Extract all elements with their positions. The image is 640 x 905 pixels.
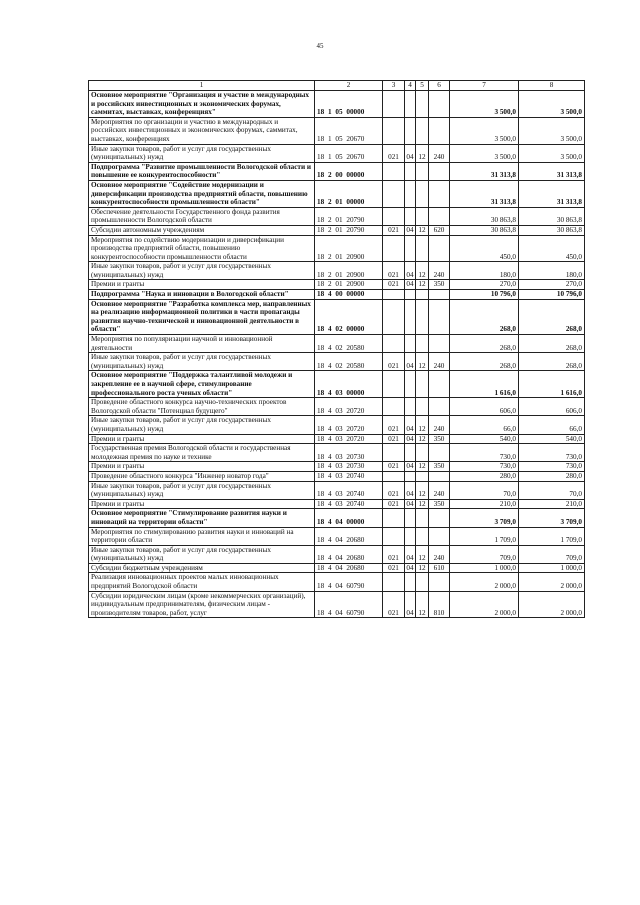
row-expense-type bbox=[429, 573, 450, 591]
row-subsection bbox=[416, 299, 429, 334]
row-grbs bbox=[383, 398, 405, 416]
table-row bbox=[89, 499, 585, 509]
row-amount-7: 210,0 bbox=[450, 499, 519, 509]
row-grbs: 021 bbox=[383, 481, 405, 499]
header-cell: 8 bbox=[519, 81, 585, 91]
row-name: Иные закупки товаров, работ и услуг для государственных (муниципальных) нужд bbox=[89, 353, 315, 371]
row-amount-8: 70,0 bbox=[519, 481, 585, 499]
row-grbs: 021 bbox=[383, 563, 405, 573]
row-subsection: 12 bbox=[416, 353, 429, 371]
row-subsection: 12 bbox=[416, 591, 429, 618]
row-grbs bbox=[383, 117, 405, 144]
row-name: Иные закупки товаров, работ и услуг для государственных (муниципальных) нужд bbox=[89, 144, 315, 162]
table-body bbox=[89, 91, 585, 618]
row-subsection: 12 bbox=[416, 416, 429, 434]
row-code: 18 1 05 00000 bbox=[315, 91, 383, 118]
row-name: Основное мероприятие "Поддержка талантливой молодежи и закрепление ее в научной сфере, стимулирование профессионального роста ученых области" bbox=[89, 371, 315, 398]
row-amount-8: 268,0 bbox=[519, 353, 585, 371]
table-row bbox=[89, 509, 585, 527]
row-amount-8: 31 313,8 bbox=[519, 162, 585, 180]
row-code: 18 4 03 20740 bbox=[315, 471, 383, 481]
row-expense-type bbox=[429, 162, 450, 180]
table-row bbox=[89, 91, 585, 118]
row-name: Основное мероприятие "Разработка комплекса мер, направленных на реализацию информационной политики в части пропаганды развития научно-технической и инновационной деятельности в области" bbox=[89, 299, 315, 334]
row-name: Иные закупки товаров, работ и услуг для государственных (муниципальных) нужд bbox=[89, 416, 315, 434]
row-subsection bbox=[416, 335, 429, 353]
header-cell: 6 bbox=[429, 81, 450, 91]
row-expense-type: 350 bbox=[429, 499, 450, 509]
row-amount-7: 268,0 bbox=[450, 335, 519, 353]
row-grbs: 021 bbox=[383, 416, 405, 434]
row-expense-type bbox=[429, 117, 450, 144]
header-cell: 5 bbox=[416, 81, 429, 91]
row-amount-8: 268,0 bbox=[519, 299, 585, 334]
row-section bbox=[405, 117, 416, 144]
row-name: Премии и гранты bbox=[89, 462, 315, 472]
row-expense-type: 620 bbox=[429, 225, 450, 235]
table-row bbox=[89, 573, 585, 591]
row-grbs bbox=[383, 162, 405, 180]
row-subsection bbox=[416, 471, 429, 481]
row-amount-8: 1 616,0 bbox=[519, 371, 585, 398]
row-name: Реализация инновационных проектов малых инновационных предприятий Вологодской области bbox=[89, 573, 315, 591]
row-amount-8: 280,0 bbox=[519, 471, 585, 481]
row-grbs: 021 bbox=[383, 434, 405, 444]
row-amount-8: 3 500,0 bbox=[519, 144, 585, 162]
row-code: 18 4 03 20720 bbox=[315, 416, 383, 434]
row-grbs: 021 bbox=[383, 545, 405, 563]
table-header-row bbox=[89, 81, 585, 91]
row-amount-8: 540,0 bbox=[519, 434, 585, 444]
table-row bbox=[89, 444, 585, 462]
row-amount-7: 3 500,0 bbox=[450, 117, 519, 144]
row-expense-type bbox=[429, 91, 450, 118]
page-number: 45 bbox=[316, 42, 324, 50]
row-grbs: 021 bbox=[383, 262, 405, 280]
row-section bbox=[405, 91, 416, 118]
row-code: 18 4 03 20740 bbox=[315, 481, 383, 499]
row-expense-type: 240 bbox=[429, 353, 450, 371]
row-subsection bbox=[416, 91, 429, 118]
table-row bbox=[89, 290, 585, 300]
row-grbs bbox=[383, 180, 405, 207]
budget-table bbox=[88, 80, 585, 618]
row-section bbox=[405, 290, 416, 300]
row-amount-8: 606,0 bbox=[519, 398, 585, 416]
row-code: 18 4 04 20680 bbox=[315, 545, 383, 563]
row-code: 18 4 04 60790 bbox=[315, 573, 383, 591]
row-grbs: 021 bbox=[383, 144, 405, 162]
row-amount-8: 3 500,0 bbox=[519, 91, 585, 118]
row-section: 04 bbox=[405, 353, 416, 371]
row-amount-7: 3 709,0 bbox=[450, 509, 519, 527]
row-grbs: 021 bbox=[383, 462, 405, 472]
table-row bbox=[89, 416, 585, 434]
row-grbs bbox=[383, 471, 405, 481]
row-expense-type bbox=[429, 398, 450, 416]
table-row bbox=[89, 162, 585, 180]
row-name: Субсидии юридическим лицам (кроме некоммерческих организаций), индивидуальным предпринимателям, физическим лицам - производителям товаров, работ, услуг bbox=[89, 591, 315, 618]
row-section bbox=[405, 573, 416, 591]
row-name: Мероприятия по популяризации научной и инновационной деятельности bbox=[89, 335, 315, 353]
table-row bbox=[89, 371, 585, 398]
row-section: 04 bbox=[405, 591, 416, 618]
row-amount-7: 3 500,0 bbox=[450, 91, 519, 118]
row-amount-8: 2 000,0 bbox=[519, 591, 585, 618]
row-name: Субсидии автономным учреждениям bbox=[89, 225, 315, 235]
row-expense-type bbox=[429, 527, 450, 545]
row-code: 18 2 00 00000 bbox=[315, 162, 383, 180]
row-section: 04 bbox=[405, 262, 416, 280]
row-code: 18 4 03 20720 bbox=[315, 398, 383, 416]
row-grbs bbox=[383, 573, 405, 591]
table-row bbox=[89, 481, 585, 499]
row-amount-7: 2 000,0 bbox=[450, 573, 519, 591]
row-amount-7: 66,0 bbox=[450, 416, 519, 434]
row-subsection bbox=[416, 573, 429, 591]
row-expense-type: 240 bbox=[429, 262, 450, 280]
row-section: 04 bbox=[406, 499, 414, 508]
header-cell: 3 bbox=[383, 81, 405, 91]
row-subsection: 12 bbox=[416, 462, 429, 472]
row-name: Субсидии бюджетным учреждениям bbox=[89, 563, 315, 573]
row-grbs bbox=[383, 207, 405, 225]
row-subsection bbox=[416, 509, 429, 527]
row-amount-8: 10 796,0 bbox=[519, 290, 585, 300]
table-row bbox=[89, 545, 585, 563]
row-section bbox=[405, 371, 416, 398]
row-amount-7: 709,0 bbox=[450, 545, 519, 563]
row-amount-7: 1 000,0 bbox=[450, 563, 519, 573]
row-section bbox=[405, 527, 416, 545]
row-name: Иные закупки товаров, работ и услуг для государственных (муниципальных) нужд bbox=[89, 481, 315, 499]
row-expense-type: 610 bbox=[429, 563, 450, 573]
row-section bbox=[405, 180, 416, 207]
row-amount-7: 270,0 bbox=[450, 280, 519, 290]
row-expense-type: 240 bbox=[429, 481, 450, 499]
row-section bbox=[405, 398, 416, 416]
row-expense-type bbox=[429, 180, 450, 207]
row-section: 04 bbox=[406, 563, 414, 572]
row-code: 18 4 03 00000 bbox=[315, 371, 383, 398]
row-expense-type bbox=[429, 371, 450, 398]
table-row bbox=[89, 207, 585, 225]
row-amount-7: 730,0 bbox=[450, 444, 519, 462]
row-name: Мероприятия по организации и участию в международных и российских инвестиционных и экономических форумах, саммитах, выставках, конференциях bbox=[89, 117, 315, 144]
row-amount-7: 450,0 bbox=[450, 235, 519, 262]
row-amount-8: 30 863,8 bbox=[519, 207, 585, 225]
row-subsection: 12 bbox=[416, 434, 429, 444]
row-code: 18 4 04 20680 bbox=[315, 563, 383, 573]
row-amount-8: 1 000,0 bbox=[519, 563, 585, 573]
row-name: Проведение областного конкурса "Инженер новатор года" bbox=[89, 471, 315, 481]
row-amount-7: 606,0 bbox=[450, 398, 519, 416]
row-amount-7: 280,0 bbox=[450, 471, 519, 481]
row-code: 18 4 00 00000 bbox=[315, 290, 383, 300]
row-section: 04 bbox=[406, 280, 414, 289]
row-expense-type bbox=[429, 471, 450, 481]
row-subsection: 12 bbox=[416, 144, 429, 162]
row-grbs: 021 bbox=[383, 499, 405, 509]
header-cell: 4 bbox=[405, 81, 416, 91]
row-code: 18 4 02 20580 bbox=[315, 353, 383, 371]
row-subsection bbox=[416, 207, 429, 225]
row-code: 18 4 02 00000 bbox=[315, 299, 383, 334]
row-name: Иные закупки товаров, работ и услуг для государственных (муниципальных) нужд bbox=[89, 262, 315, 280]
row-grbs bbox=[383, 444, 405, 462]
row-subsection: 12 bbox=[416, 225, 429, 235]
table-row bbox=[89, 225, 585, 235]
row-amount-7: 10 796,0 bbox=[450, 290, 519, 300]
row-section: 04 bbox=[406, 462, 414, 471]
row-subsection: 12 bbox=[416, 545, 429, 563]
row-amount-8: 66,0 bbox=[519, 416, 585, 434]
row-name: Государственная премия Вологодской области и государственная молодежная премия по науке и технике bbox=[89, 444, 315, 462]
table-row bbox=[89, 144, 585, 162]
row-subsection bbox=[416, 117, 429, 144]
row-subsection bbox=[416, 527, 429, 545]
row-code: 18 2 01 20900 bbox=[315, 235, 383, 262]
row-grbs bbox=[383, 527, 405, 545]
row-amount-8: 3 500,0 bbox=[519, 117, 585, 144]
row-amount-8: 2 000,0 bbox=[519, 573, 585, 591]
row-amount-7: 3 500,0 bbox=[450, 144, 519, 162]
row-expense-type: 350 bbox=[429, 434, 450, 444]
row-code: 18 2 01 20790 bbox=[315, 225, 383, 235]
row-code: 18 4 03 20740 bbox=[315, 499, 383, 509]
row-expense-type bbox=[429, 290, 450, 300]
row-amount-7: 30 863,8 bbox=[450, 207, 519, 225]
table-row bbox=[89, 527, 585, 545]
row-section bbox=[405, 335, 416, 353]
row-section bbox=[405, 471, 416, 481]
row-expense-type: 350 bbox=[429, 462, 450, 472]
row-name: Подпрограмма "Наука и инновации в Вологодской области" bbox=[89, 290, 315, 300]
row-grbs: 021 bbox=[383, 353, 405, 371]
row-amount-8: 730,0 bbox=[519, 444, 585, 462]
row-section bbox=[405, 207, 416, 225]
row-section bbox=[405, 444, 416, 462]
row-code: 18 4 03 20730 bbox=[315, 462, 383, 472]
table-row bbox=[89, 235, 585, 262]
row-subsection: 12 bbox=[416, 563, 429, 573]
row-grbs: 021 bbox=[383, 225, 405, 235]
row-amount-8: 180,0 bbox=[519, 262, 585, 280]
row-section: 04 bbox=[405, 144, 416, 162]
row-name: Обеспечение деятельности Государственного фонда развития промышленности Вологодской области bbox=[89, 207, 315, 225]
table-row bbox=[89, 563, 585, 573]
row-name: Премии и гранты bbox=[89, 499, 315, 509]
row-expense-type: 810 bbox=[429, 591, 450, 618]
row-expense-type bbox=[429, 509, 450, 527]
table-row bbox=[89, 398, 585, 416]
row-section: 04 bbox=[406, 434, 414, 443]
table-row bbox=[89, 591, 585, 618]
row-amount-8: 270,0 bbox=[519, 280, 585, 290]
row-code: 18 4 02 20580 bbox=[315, 335, 383, 353]
row-subsection bbox=[416, 444, 429, 462]
row-amount-8: 730,0 bbox=[519, 462, 585, 472]
row-name: Проведение областного конкурса научно-технических проектов Вологодской области "Потенциал будущего" bbox=[89, 398, 315, 416]
row-amount-8: 450,0 bbox=[519, 235, 585, 262]
row-grbs bbox=[383, 509, 405, 527]
row-amount-7: 540,0 bbox=[450, 434, 519, 444]
row-expense-type: 240 bbox=[429, 144, 450, 162]
row-amount-8: 1 709,0 bbox=[519, 527, 585, 545]
row-amount-7: 1 709,0 bbox=[450, 527, 519, 545]
row-subsection bbox=[416, 371, 429, 398]
row-expense-type bbox=[429, 207, 450, 225]
row-grbs bbox=[383, 335, 405, 353]
row-code: 18 1 05 20670 bbox=[315, 144, 383, 162]
row-amount-7: 180,0 bbox=[450, 262, 519, 280]
row-amount-8: 268,0 bbox=[519, 335, 585, 353]
row-section: 04 bbox=[405, 416, 416, 434]
row-name: Основное мероприятие "Стимулирование развития науки и инноваций на территории области" bbox=[89, 509, 315, 527]
table-row bbox=[89, 471, 585, 481]
row-code: 18 4 03 20720 bbox=[315, 434, 383, 444]
row-subsection bbox=[416, 290, 429, 300]
row-subsection: 12 bbox=[416, 481, 429, 499]
row-grbs bbox=[383, 299, 405, 334]
row-amount-8: 709,0 bbox=[519, 545, 585, 563]
row-code: 18 2 01 20790 bbox=[315, 207, 383, 225]
row-amount-7: 268,0 bbox=[450, 299, 519, 334]
row-subsection: 12 bbox=[416, 280, 429, 290]
row-expense-type: 240 bbox=[429, 545, 450, 563]
row-code: 18 2 01 00000 bbox=[315, 180, 383, 207]
row-subsection bbox=[416, 162, 429, 180]
row-name: Мероприятия по содействию модернизации и диверсификации производства предприятий области, повышению конкурентоспособности промышленности области bbox=[89, 235, 315, 262]
row-expense-type: 240 bbox=[429, 416, 450, 434]
row-grbs: 021 bbox=[383, 280, 405, 290]
row-name: Основное мероприятие "Организация и участие в международных и российских инвестиционных и экономических форумах, саммитах, выставках, конференциях" bbox=[89, 91, 315, 118]
row-name: Премии и гранты bbox=[89, 434, 315, 444]
table-row bbox=[89, 353, 585, 371]
row-section: 04 bbox=[406, 225, 414, 234]
row-grbs bbox=[383, 235, 405, 262]
row-name: Иные закупки товаров, работ и услуг для государственных (муниципальных) нужд bbox=[89, 545, 315, 563]
row-expense-type bbox=[429, 444, 450, 462]
table-row bbox=[89, 280, 585, 290]
row-section: 04 bbox=[405, 481, 416, 499]
row-code: 18 4 04 60790 bbox=[315, 591, 383, 618]
row-amount-7: 30 863,8 bbox=[450, 225, 519, 235]
row-expense-type bbox=[429, 299, 450, 334]
row-section bbox=[405, 509, 416, 527]
row-amount-7: 730,0 bbox=[450, 462, 519, 472]
row-expense-type bbox=[429, 335, 450, 353]
row-name: Основное мероприятие "Содействие модернизации и диверсификации производства предприятий области, повышению конкурентоспособности промышленности области" bbox=[89, 180, 315, 207]
row-amount-8: 31 313,8 bbox=[519, 180, 585, 207]
row-amount-7: 2 000,0 bbox=[450, 591, 519, 618]
row-section bbox=[405, 235, 416, 262]
row-grbs: 021 bbox=[383, 591, 405, 618]
table-row bbox=[89, 117, 585, 144]
row-code: 18 4 04 20680 bbox=[315, 527, 383, 545]
row-amount-8: 3 709,0 bbox=[519, 509, 585, 527]
row-expense-type bbox=[429, 235, 450, 262]
table-row bbox=[89, 299, 585, 334]
row-amount-7: 268,0 bbox=[450, 353, 519, 371]
row-amount-7: 1 616,0 bbox=[450, 371, 519, 398]
header-cell: 7 bbox=[450, 81, 519, 91]
row-grbs bbox=[383, 290, 405, 300]
table-row bbox=[89, 335, 585, 353]
row-subsection: 12 bbox=[416, 262, 429, 280]
header-cell: 2 bbox=[315, 81, 383, 91]
row-code: 18 4 03 20730 bbox=[315, 444, 383, 462]
row-subsection bbox=[416, 180, 429, 207]
table-row bbox=[89, 434, 585, 444]
row-expense-type: 350 bbox=[429, 280, 450, 290]
table-row bbox=[89, 180, 585, 207]
row-grbs bbox=[383, 371, 405, 398]
header-cell: 1 bbox=[89, 81, 315, 91]
row-name: Мероприятия по стимулированию развития науки и инноваций на территории области bbox=[89, 527, 315, 545]
row-section: 04 bbox=[405, 545, 416, 563]
row-name: Подпрограмма "Развитие промышленности Вологодской области и повышение ее конкурентоспособности" bbox=[89, 162, 315, 180]
row-amount-8: 30 863,8 bbox=[519, 225, 585, 235]
row-subsection bbox=[416, 235, 429, 262]
row-section bbox=[405, 162, 416, 180]
row-amount-7: 31 313,8 bbox=[450, 180, 519, 207]
table-row bbox=[89, 262, 585, 280]
row-subsection: 12 bbox=[416, 499, 429, 509]
row-amount-8: 210,0 bbox=[519, 499, 585, 509]
row-amount-7: 70,0 bbox=[450, 481, 519, 499]
row-code: 18 2 01 20900 bbox=[315, 262, 383, 280]
table-row bbox=[89, 462, 585, 472]
row-name: Премии и гранты bbox=[89, 280, 315, 290]
row-code: 18 1 05 20670 bbox=[315, 117, 383, 144]
row-amount-7: 31 313,8 bbox=[450, 162, 519, 180]
row-code: 18 4 04 00000 bbox=[315, 509, 383, 527]
row-grbs bbox=[383, 91, 405, 118]
row-section bbox=[405, 299, 416, 334]
row-subsection bbox=[416, 398, 429, 416]
row-code: 18 2 01 20900 bbox=[315, 280, 383, 290]
